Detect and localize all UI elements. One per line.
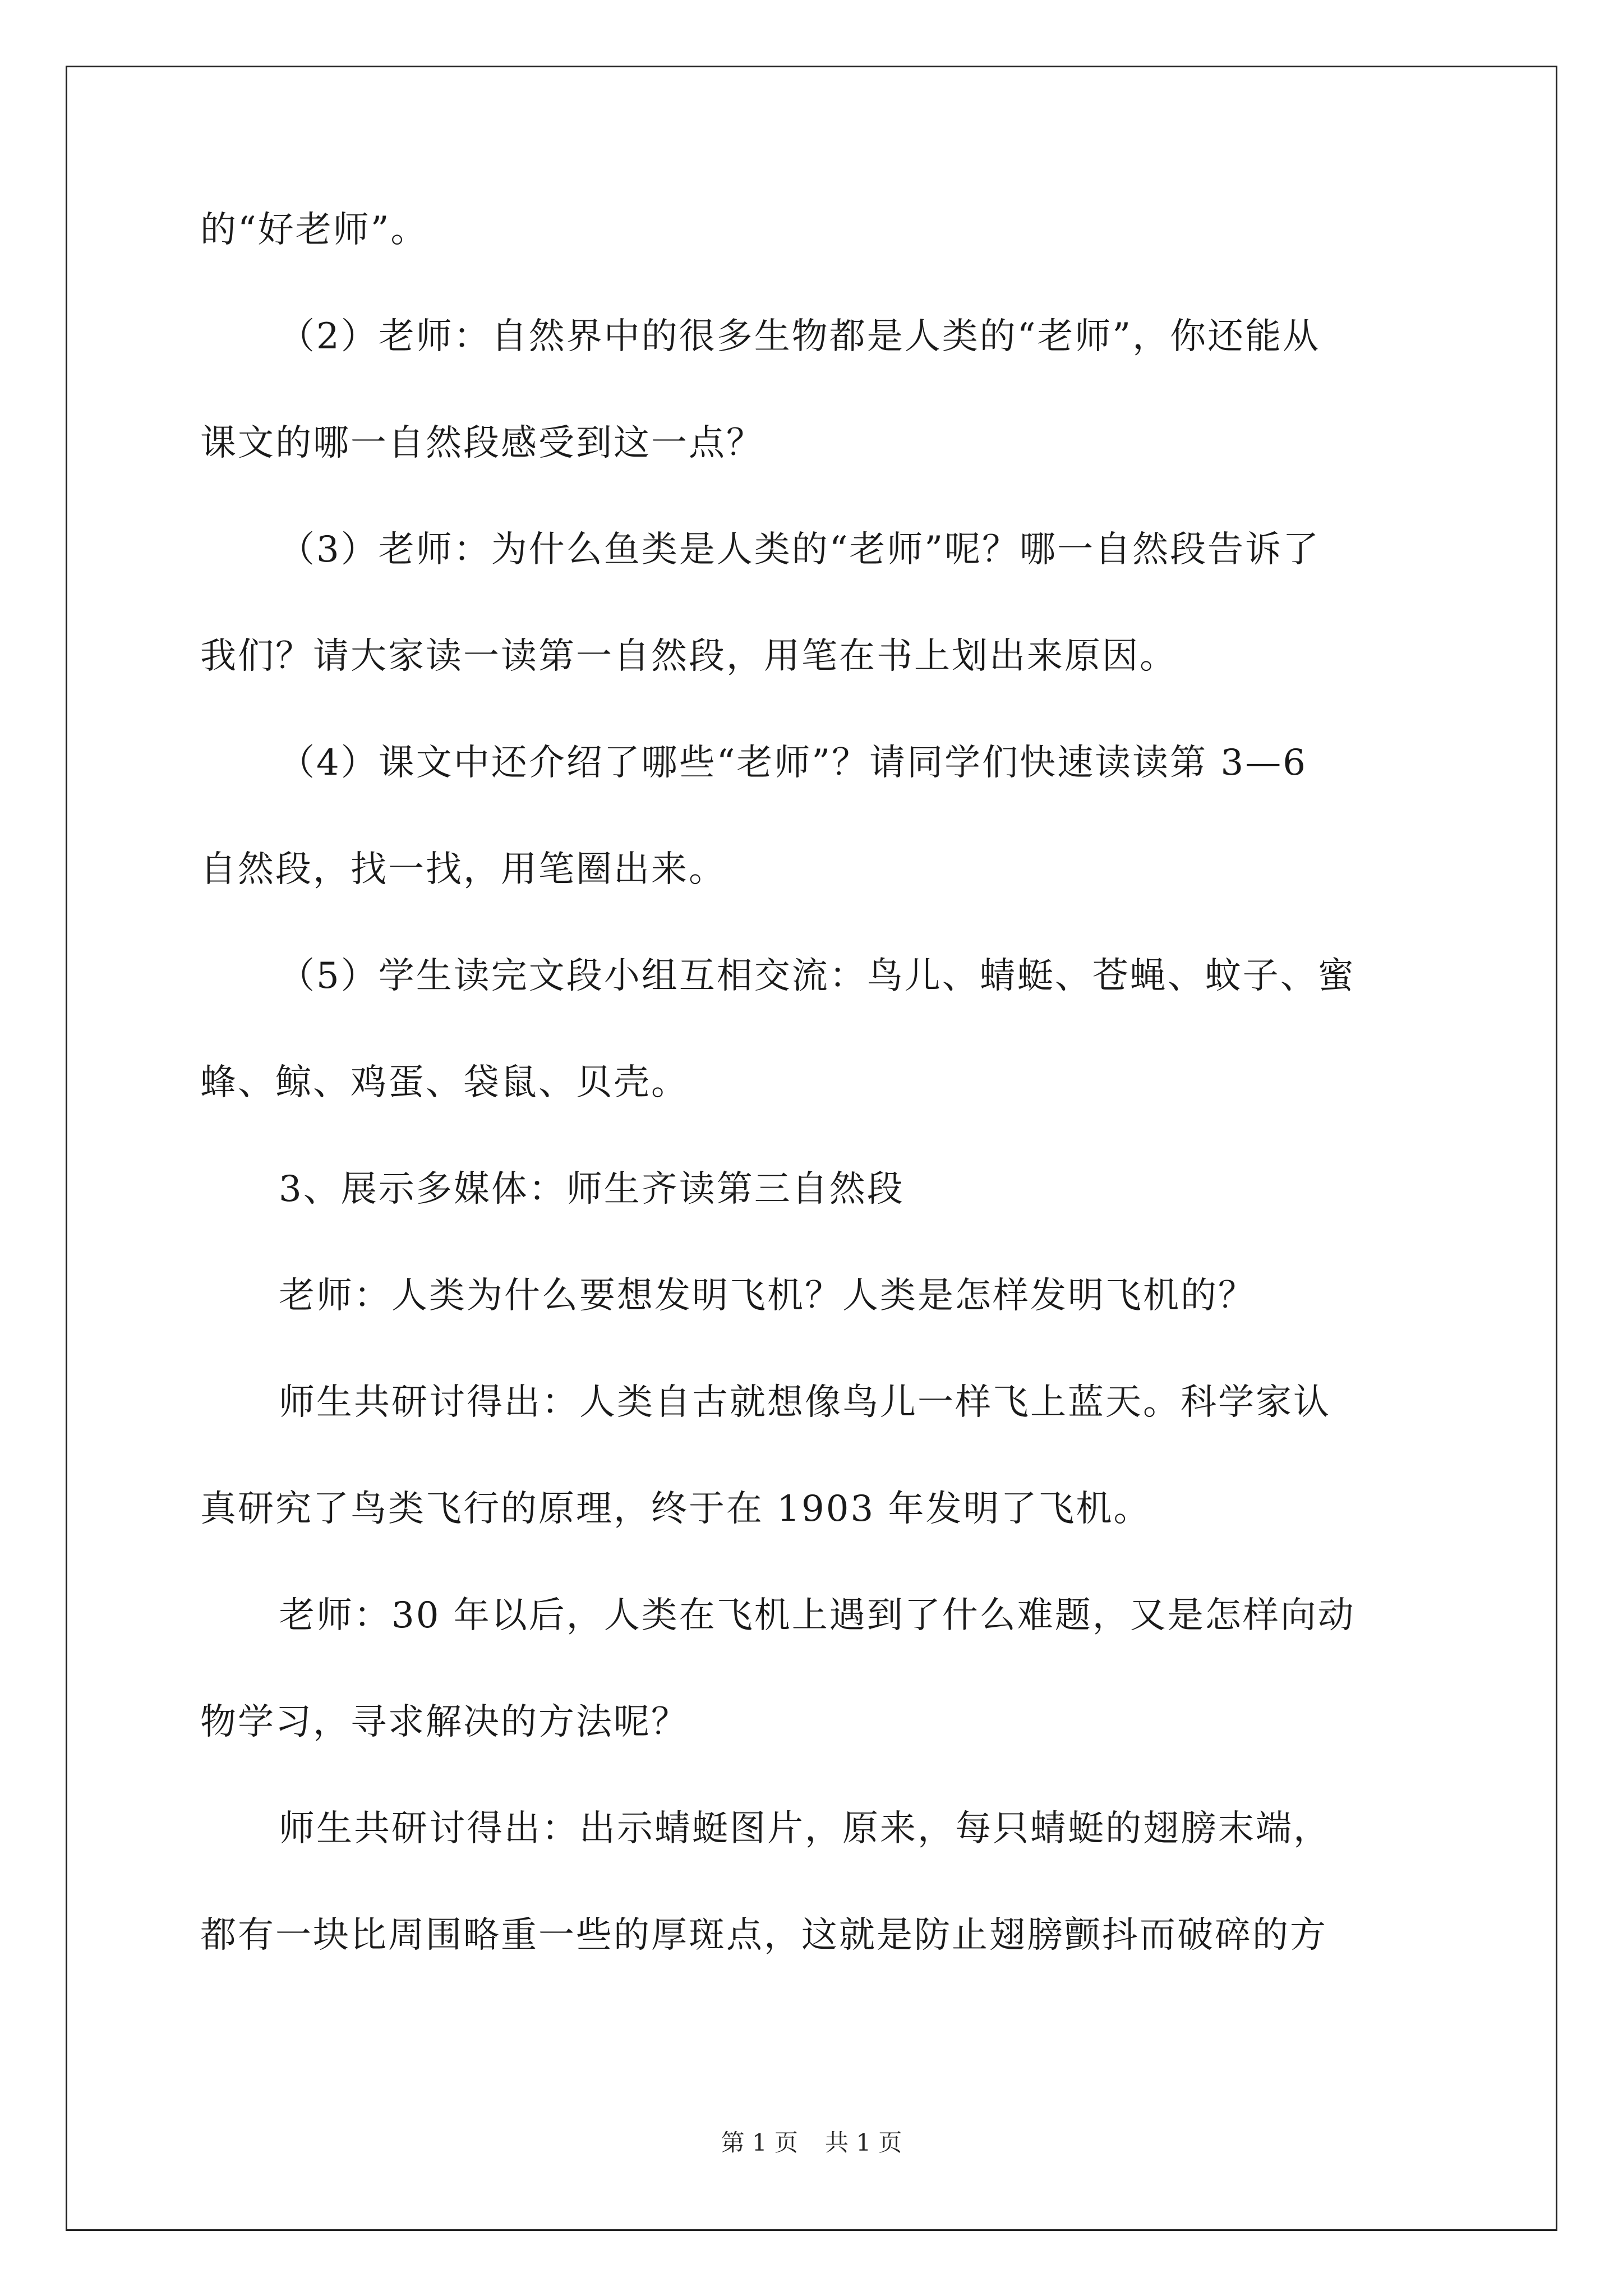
page-number: 第 1 页 [721, 2129, 798, 2156]
text-line: （3）老师：为什么鱼类是人类的“老师”呢？哪一自然段告诉了 [279, 529, 1321, 570]
text-line: 物学习，寻求解决的方法呢？ [200, 1701, 689, 1743]
text-line: 师生共研讨得出：人类自古就想像鸟儿一样飞上蓝天。科学家认 [279, 1382, 1331, 1423]
text-line: 师生共研讨得出：出示蜻蜓图片，原来，每只蜻蜓的翅膀末端， [279, 1808, 1331, 1849]
text-line: 3、展示多媒体：师生齐读第三自然段 [279, 1168, 905, 1210]
text-line: 老师：30 年以后，人类在飞机上遇到了什么难题，又是怎样向动 [279, 1595, 1355, 1636]
text-line: （4）课文中还介绍了哪些“老师”？请同学们快速读读第 3—6 [279, 742, 1307, 784]
page-total: 共 1 页 [825, 2129, 902, 2156]
text-line: 课文的哪一自然段感受到这一点？ [200, 422, 764, 464]
text-line: （5）学生读完文段小组互相交流：鸟儿、蜻蜓、苍蝇、蚊子、蜜 [279, 955, 1355, 997]
text-line: 自然段，找一找，用笔圈出来。 [200, 849, 726, 890]
text-line: 老师：人类为什么要想发明飞机？人类是怎样发明飞机的？ [279, 1275, 1256, 1317]
page-footer [0, 2129, 1623, 2157]
text-line: 的“好老师”。 [200, 209, 428, 251]
page-frame [66, 66, 1557, 2231]
text-line: 我们？请大家读一读第一自然段，用笔在书上划出来原因。 [200, 636, 1177, 677]
text-line: 蜂、鲸、鸡蛋、袋鼠、贝壳。 [200, 1062, 689, 1103]
text-line: 真研究了鸟类飞行的原理，终于在 1903 年发明了飞机。 [200, 1488, 1151, 1530]
text-line: 都有一块比周围略重一些的厚斑点，这就是防止翅膀颤抖而破碎的方 [200, 1915, 1327, 1956]
text-line: （2）老师：自然界中的很多生物都是人类的“老师”，你还能从 [279, 316, 1321, 357]
